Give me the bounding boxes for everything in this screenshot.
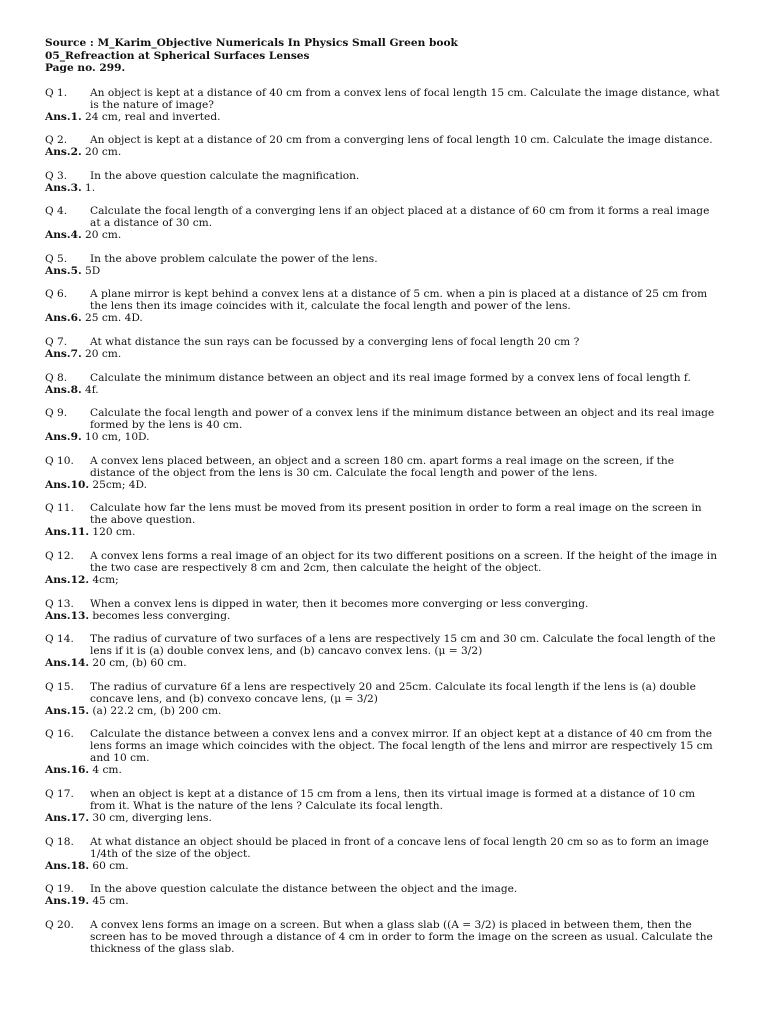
question-number: Q 6. [45,288,68,301]
answer-text: 20 cm. [85,348,122,361]
question-text: A convex lens placed between, an object and a screen 180 cm. apart forms a real image on the screen, if the distance of the object from the lens is 30 cm. Calculate the focal length and power of the lens. [90,454,674,479]
question-row [45,788,728,812]
answer-label: Ans.16. [45,764,90,777]
answer-label: Ans.11. [45,526,90,539]
answer-text: 4f. [85,383,99,396]
answer-label: Ans.5. [45,264,82,277]
question-block [45,170,728,194]
question-number: Q 15. [45,680,74,693]
question-block [45,87,728,123]
question-row [45,134,728,146]
question-row [45,170,728,182]
answer-label: Ans.13. [45,609,90,622]
page-number: Page no. 299. [45,62,126,74]
question-block [45,253,728,277]
document-header [45,37,728,75]
question-block [45,336,728,360]
answer-label: Ans.4. [45,229,82,242]
question-block [45,919,728,955]
answer-text: 24 cm, real and inverted. [85,110,221,123]
question-row [45,919,728,955]
answer-label: Ans.2. [45,146,82,159]
question-number: Q 4. [45,205,68,218]
answer-text: 1. [85,181,96,194]
answer-text: 45 cm. [92,895,129,908]
question-row [45,598,728,610]
answer-text: becomes less converging. [92,609,231,622]
question-text: An object is kept at a distance of 40 cm from a convex lens of focal length 15 cm. Calculate the image distance, what is the nature of image? [90,86,720,111]
answer-label: Ans.9. [45,431,82,444]
answer-line [45,764,728,776]
question-number: Q 9. [45,407,68,420]
question-row [45,502,728,526]
question-number: Q 14. [45,633,74,646]
answer-line [45,312,728,324]
answer-line [45,229,728,241]
question-number: Q 12. [45,550,74,563]
answer-line [45,895,728,907]
question-number: Q 19. [45,883,74,896]
question-row [45,836,728,860]
question-row [45,455,728,479]
answer-label: Ans.8. [45,383,82,396]
answer-line [45,860,728,872]
answer-line [45,431,728,443]
question-row [45,728,728,764]
question-number: Q 16. [45,728,74,741]
question-text: Calculate the focal length and power of a convex lens if the minimum distance between an object and its real image formed by the lens is 40 cm. [90,407,715,432]
answer-text: 4 cm. [92,764,122,777]
answer-label: Ans.7. [45,348,82,361]
answer-label: Ans.6. [45,312,82,325]
question-block [45,134,728,158]
question-row [45,205,728,229]
question-block [45,455,728,491]
question-row [45,681,728,705]
question-number: Q 7. [45,336,68,349]
question-text: when an object is kept at a distance of 15 cm from a lens, then its virtual image is formed at a distance of 10 cm from it. What is the nature of the lens ? Calculate its focal length. [90,788,696,812]
answer-text: 60 cm. [92,859,129,872]
question-block [45,205,728,241]
answer-label: Ans.18. [45,859,90,872]
question-text: When a convex lens is dipped in water, then it becomes more converging or less converging. [90,597,589,610]
question-text: At what distance an object should be placed in front of a concave lens of focal length 20 cm so as to form an image 1/4th of the size of the object. [90,835,709,860]
answer-text: 10 cm, 10D. [85,431,150,444]
question-row [45,550,728,574]
question-block [45,598,728,622]
answer-line [45,657,728,669]
answer-label: Ans.15. [45,704,90,717]
question-block [45,550,728,586]
question-number: Q 5. [45,252,68,265]
question-block [45,407,728,443]
question-row [45,253,728,265]
question-number: Q 1. [45,86,68,99]
answer-line [45,265,728,277]
question-row [45,633,728,657]
question-row [45,883,728,895]
question-number: Q 8. [45,371,68,384]
chapter-title: 05_Refreaction at Spherical Surfaces Lenses [45,49,310,62]
question-row [45,407,728,431]
question-text: In the above problem calculate the power of the lens. [90,252,378,265]
question-block [45,288,728,324]
answer-label: Ans.1. [45,110,82,123]
question-block [45,633,728,669]
question-block [45,728,728,776]
answer-text: 20 cm. [85,229,122,242]
question-block [45,883,728,907]
question-text: Calculate how far the lens must be moved from its present position in order to form a real image on the screen in the above question. [90,502,702,527]
answer-line [45,479,728,491]
answer-text: 5D [85,264,101,277]
question-text: An object is kept at a distance of 20 cm from a converging lens of focal length 10 cm. Calculate the image distance. [90,134,713,147]
answer-text: 30 cm, diverging lens. [92,812,212,824]
question-block [45,681,728,717]
question-row [45,288,728,312]
question-list [45,87,728,955]
question-number: Q 18. [45,835,74,848]
question-number: Q 17. [45,788,74,800]
answer-label: Ans.3. [45,181,82,194]
answer-text: 25cm; 4D. [92,478,148,491]
question-text: Calculate the minimum distance between an object and its real image formed by a convex lens of focal length f. [90,371,691,384]
question-number: Q 10. [45,454,74,467]
question-number: Q 13. [45,597,74,610]
question-text: Calculate the distance between a convex lens and a convex mirror. If an object kept at a distance of 40 cm from the lens forms an image which coincides with the object. The focal length of the lens and mirror are respectively 15 cm and 10 cm. [90,728,713,765]
question-number: Q 20. [45,918,74,931]
answer-text: 25 cm. 4D. [85,312,143,325]
answer-label: Ans.12. [45,574,90,587]
answer-label: Ans.10. [45,478,90,491]
question-number: Q 2. [45,134,68,147]
answer-label: Ans.19. [45,895,90,908]
question-text: A convex lens forms an image on a screen. But when a glass slab ((A = 3/2) is placed in between them, then the screen has to be moved through a distance of 4 cm in order to form the image on the screen as usual. Calculate the thickness of the glass slab. [90,918,713,955]
answer-line [45,348,728,360]
answer-line [45,384,728,396]
answer-label: Ans.17. [45,812,90,824]
question-block [45,502,728,538]
answer-line [45,526,728,538]
question-row [45,336,728,348]
answer-line [45,610,728,622]
question-row [45,87,728,111]
question-text: The radius of curvature 6f a lens are respectively 20 and 25cm. Calculate its focal length if the lens is (a) double concave lens, and (b) convexo concave lens, (μ = 3/2) [90,680,696,705]
answer-line [45,574,728,586]
answer-text: 4cm; [92,574,119,587]
answer-label: Ans.14. [45,657,90,670]
question-block [45,372,728,396]
question-text: A plane mirror is kept behind a convex lens at a distance of 5 cm. when a pin is placed at a distance of 25 cm from the lens then its image coincides with it, calculate the focal length and power of the lens. [90,288,708,313]
answer-line [45,146,728,158]
question-row [45,372,728,384]
answer-line [45,812,728,824]
question-text: In the above question calculate the magnification. [90,169,360,182]
question-block [45,788,728,824]
question-text: The radius of curvature of two surfaces of a lens are respectively 15 cm and 30 cm. Calculate the focal length of the lens if it is (a) double convex lens, and (b) cancavo convex lens. (μ = 3/2) [90,633,716,658]
question-text: Calculate the focal length of a converging lens if an object placed at a distance of 60 cm from it forms a real image at a distance of 30 cm. [90,205,710,230]
answer-text: (a) 22.2 cm, (b) 200 cm. [92,704,222,717]
answer-text: 120 cm. [92,526,136,539]
question-text: A convex lens forms a real image of an object for its two different positions on a screen. If the height of the image in the two case are respectively 8 cm and 2cm, then calculate the height of the object. [90,550,718,575]
source-line: Source : M_Karim_Objective Numericals In Physics Small Green book [45,37,458,49]
question-text: In the above question calculate the distance between the object and the image. [90,883,518,896]
question-block [45,836,728,872]
answer-line [45,182,728,194]
question-number: Q 3. [45,169,68,182]
answer-line [45,111,728,123]
answer-text: 20 cm, (b) 60 cm. [92,657,187,670]
answer-line [45,705,728,717]
answer-text: 20 cm. [85,146,122,159]
question-number: Q 11. [45,502,74,515]
question-text: At what distance the sun rays can be focussed by a converging lens of focal length 20 cm ? [90,336,580,349]
